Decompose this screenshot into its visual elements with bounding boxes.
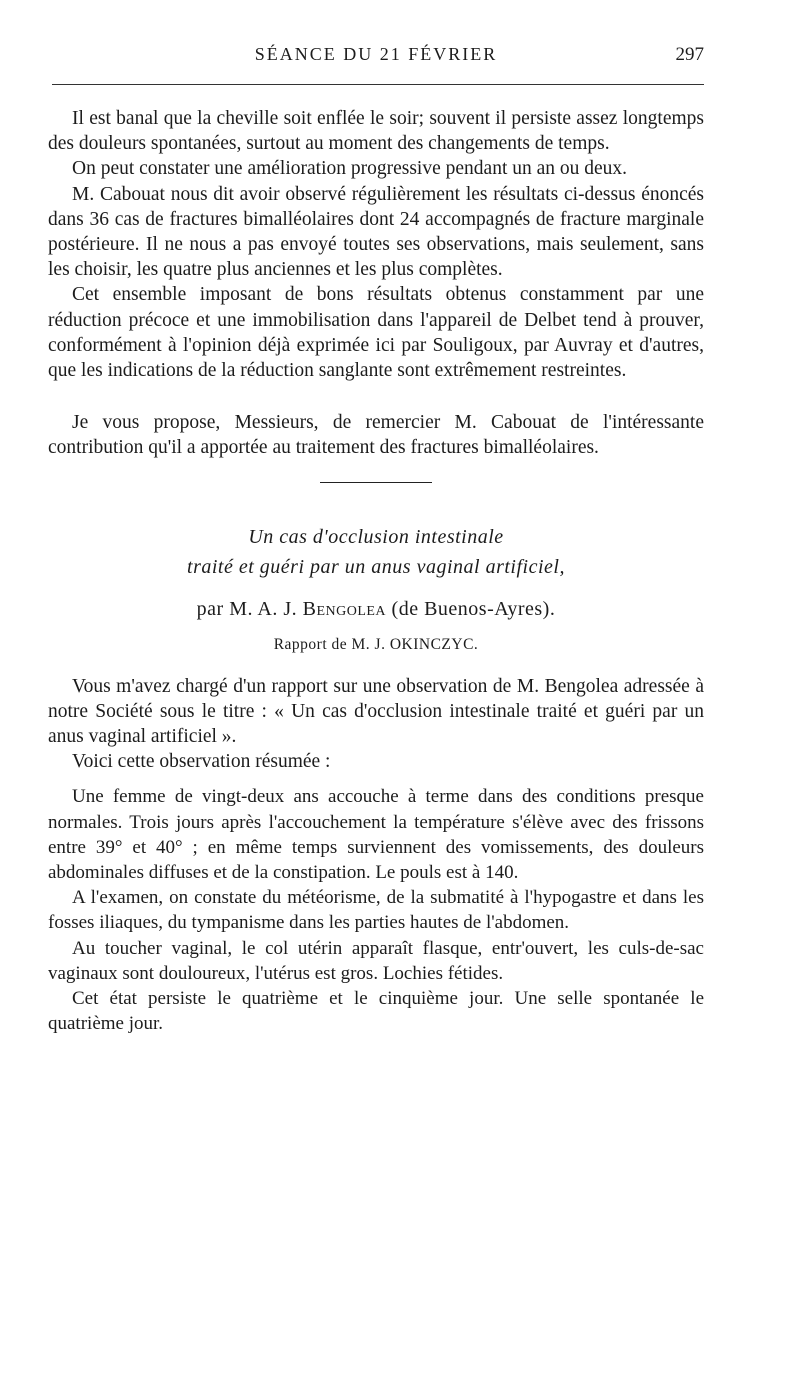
author-name: Bengolea bbox=[302, 597, 387, 620]
main-text bbox=[48, 106, 704, 1036]
paragraph: Cet ensemble imposant de bons résultats obtenus constamment par une réduction précoce et une immobilisation dans l'appareil de Delbet tend à prouver, conformément à l'opinion déjà exprimée ici par Souligoux, par Auvray et d'autres, que les indications de la réduction sanglante sont extrêmement restreintes. bbox=[48, 284, 704, 382]
article-title-line-2: traité et guéri par un anus vaginal artificiel, bbox=[187, 555, 565, 578]
paragraph: On peut constater une amélioration progressive pendant un an ou deux. bbox=[72, 158, 628, 180]
paragraph: Une femme de vingt-deux ans accouche à terme dans des conditions presque normales. Trois jours après l'accouchement la température s'élève avec des frissons entre 39° et 40° ; en même temps surviennent des vomissements, des douleurs abdominales diffuses et de la constipation. Le pouls est à 140. bbox=[48, 786, 704, 884]
running-head-title: SÉANCE DU 21 FÉVRIER bbox=[254, 44, 498, 64]
paragraph: M. Cabouat nous dit avoir observé régulièrement les résultats ci-dessus énoncés dans 36 cas de fractures bimalléolaires dont 24 accompagnés de fracture marginale postérieure. Il ne nous a pas envoyé toutes ses observations, mais seulement, sans les choisir, les quatre plus anciennes et les plus complètes. bbox=[48, 183, 704, 281]
header-rule bbox=[52, 84, 704, 85]
paragraph: Je vous propose, Messieurs, de remercier M. Cabouat de l'intéressante contribution qu'il a apportée au traitement des fractures bimalléolaires. bbox=[48, 412, 704, 459]
running-head bbox=[48, 44, 704, 84]
report-body bbox=[48, 674, 704, 775]
article-heading bbox=[48, 522, 704, 656]
author-suffix: (de Buenos-Ayres). bbox=[386, 597, 556, 620]
report-byline: Rapport de M. J. OKINCZYC. bbox=[273, 635, 479, 653]
article-author bbox=[48, 596, 704, 622]
paragraph: A l'examen, on constate du météorisme, de la submatité à l'hypogastre et dans les fosses iliaques, du tympanisme dans les parties hautes de l'abdomen. bbox=[48, 887, 704, 934]
paragraph: Il est banal que la cheville soit enflée le soir; souvent il persiste assez longtemps des douleurs spontanées, surtout au moment des changements de temps. bbox=[48, 108, 704, 155]
paragraph: Vous m'avez chargé d'un rapport sur une observation de M. Bengolea adressée à notre Société sous le titre : « Un cas d'occlusion intestinale traité et guéri par un anus vaginal artificiel ». bbox=[48, 675, 704, 748]
paragraph: Au toucher vaginal, le col utérin apparaît flasque, entr'ouvert, les culs-de-sac vaginaux sont douloureux, l'utérus est gros. Lochies fétides. bbox=[48, 937, 704, 984]
page-number: 297 bbox=[675, 44, 704, 65]
section-divider bbox=[320, 482, 432, 483]
observation-text bbox=[48, 784, 704, 1036]
paragraph: Voici cette observation résumée : bbox=[72, 751, 331, 773]
article-title-line-1: Un cas d'occlusion intestinale bbox=[248, 525, 504, 548]
author-prefix: par M. A. J. bbox=[196, 597, 303, 620]
paragraph: Cet état persiste le quatrième et le cinquième jour. Une selle spontanée le quatrième jour. bbox=[48, 988, 704, 1035]
